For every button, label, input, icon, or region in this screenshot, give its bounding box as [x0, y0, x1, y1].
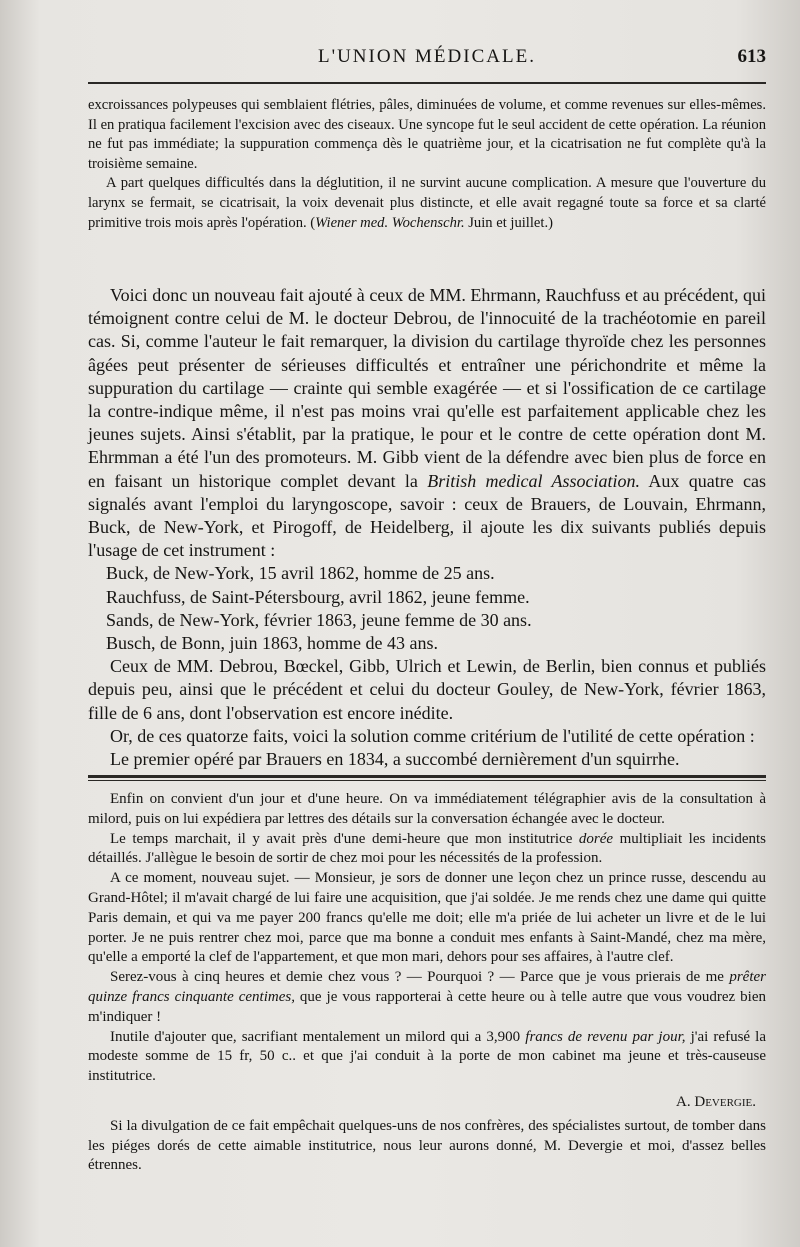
running-title: L'UNION MÉDICALE.: [318, 46, 536, 67]
case-item: Buck, de New-York, 15 avril 1862, homme de 25 ans.: [106, 563, 495, 584]
feuilleton: [88, 790, 766, 1176]
commentary-paragraph: Le premier opéré par Brauers en 1834, a succombé dernièrement d'un squirrhe.: [110, 749, 680, 770]
case-item: Sands, de New-York, février 1863, jeune femme de 30 ans.: [106, 609, 532, 630]
article-excerpt: [88, 96, 766, 233]
feuilleton-paragraph: Si la divulgation de ce fait empêchait quelques-uns de nos confrères, des spécialistes surtout, de tomber dans les piéges dorés de cette aimable institutrice, nous leur aurons donné, M. Devergie et moi, d'assez belles étrennes.: [88, 1117, 766, 1174]
signature: A. Devergie.: [676, 1093, 756, 1110]
citation: Wiener med. Wochenschr.: [315, 214, 465, 231]
case-item: Rauchfuss, de Saint-Pétersbourg, avril 1862, jeune femme.: [106, 586, 530, 607]
commentary-paragraph: Voici donc un nouveau fait ajouté à ceux de MM. Ehrmann, Rauchfuss et au précédent, qui témoignent contre celui de M. le docteur Debrou, de l'innocuité de la trachéotomie en pareil cas. Si, comme l'auteur le fait remarquer, la division du cartilage thyroïde chez les personnes âgées peut présenter de sérieuses difficultés et entraîner une périchondrite et même la suppuration du cartilage — crainte qui semble exagérée — et si l'ossification de ce cartilage la contre-indique même, il n'est pas moins vrai qu'elle est parfaitement applicable chez les jeunes sujets. Ainsi s'établit, par la pratique, le pour et le contre de cette opération dont M. Ehrmman a été l'un des promoteurs. M. Gibb vient de la défendre avec bien plus de force en en faisant un historique complet devant la British medical Association. Aux quatre cas signalés avant l'emploi du laryngoscope, savoir : ceux de Brauers, de Louvain, Ehrmann, Buck, de New-York, et Pirogoff, de Heidelberg, il ajoute les dix suivants publiés depuis l'usage de cet instrument :: [88, 285, 766, 561]
header-rule: [88, 82, 766, 84]
feuilleton-divider-thin: [88, 780, 766, 781]
case-list: [88, 562, 766, 655]
association-name: British medical Association.: [427, 470, 641, 491]
case-item: Busch, de Bonn, juin 1863, homme de 43 ans.: [106, 633, 438, 654]
feuilleton-paragraph: Inutile d'ajouter que, sacrifiant mentalement un milord qui a 3,900 francs de revenu par jour, j'ai refusé la modeste somme de 15 fr, 50 c.. et que j'ai conduit à la porte de mon cabinet ma jeune et très-causeuse institutrice.: [88, 1028, 766, 1085]
feuilleton-paragraph: A ce moment, nouveau sujet. — Monsieur, je sors de donner une leçon chez un prince russe, descendu au Grand-Hôtel; il m'avait chargé de lui faire une acquisition, que j'ai soldée. Je me rends chez une dame qui quitte Paris demain, et qui va me payer 200 francs qu'elle me doit; elle m'a priée de lui acheter un livre et de le lui porter. Je ne puis rentrer chez moi, parce que ma bonne a conduit mes enfants à Saint-Mandé, chez ma mère, qu'elle a emporté la clef de l'appartement, et que mon mari, dehors pour ses affaires, à l'autre clef.: [88, 870, 766, 966]
commentary-paragraph: Ceux de MM. Debrou, Bœckel, Gibb, Ulrich et Lewin, de Berlin, bien connus et publiés depuis peu, ainsi que le précédent et celui du docteur Gouley, de New-York, février 1863, fille de 6 ans, dont l'observation est encore inédite.: [88, 656, 766, 723]
article-commentary: [88, 284, 766, 771]
article-paragraph: A part quelques difficultés dans la déglutition, il ne survint aucune complication. A mesure que l'ouverture du larynx se fermait, se cicatrisait, la voix devenait plus distincte, et elle avait regagné toute sa force et sa clarté primitive trois mois après l'opération. (Wiener med. Wochenschr. Juin et juillet.): [88, 175, 766, 231]
commentary-paragraph: Or, de ces quatorze faits, voici la solution comme critérium de l'utilité de cette opération :: [110, 725, 755, 746]
feuilleton-divider: [88, 775, 766, 778]
feuilleton-paragraph: Serez-vous à cinq heures et demie chez vous ? — Pourquoi ? — Parce que je vous prierais de me prêter quinze francs cinquante centimes, que je vous rapporterai à cette heure ou à telle autre que vous voudrez bien m'indiquer !: [88, 969, 766, 1025]
feuilleton-paragraph: Le temps marchait, il y avait près d'une demi-heure que mon institutrice dorée multipliait les incidents détaillés. J'allègue le besoin de sortir de chez moi pour les nécessités de la profession.: [88, 830, 766, 867]
feuilleton-paragraph: Enfin on convient d'un jour et d'une heure. On va immédiatement télégraphier avis de la consultation à milord, puis on lui expédiera par lettres des détails sur la conversation échangée avec le docteur.: [88, 791, 766, 827]
page-header: [88, 46, 766, 76]
article-paragraph: excroissances polypeuses qui semblaient flétries, pâles, diminuées de volume, et comme revenues sur elles-mêmes. Il en pratiqua facilement l'excision avec des ciseaux. Une syncope fut le seul accident de cette opération. La réunion ne fut pas immédiate; la suppuration commença dès le quatrième jour, et la cicatrisation ne fut complète qu'à la troisième semaine.: [88, 97, 766, 172]
page-number: 613: [737, 46, 766, 67]
